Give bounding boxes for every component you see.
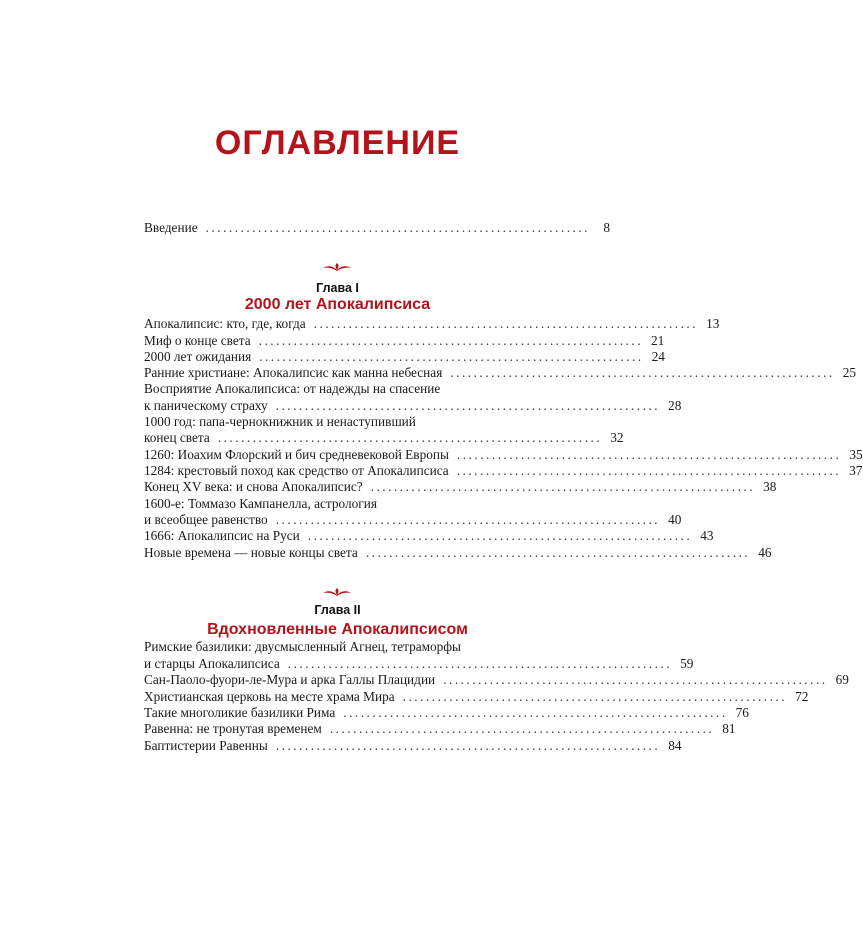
toc-entry[interactable]: [144, 398, 682, 414]
toc-entry[interactable]: [144, 333, 665, 349]
toc-entry[interactable]: [144, 656, 694, 672]
dot-leader: ..................................................................: [307, 528, 693, 543]
toc-entry-label: Христианская церковь на месте храма Мира: [144, 689, 395, 704]
chapter-2-label: Глава II: [314, 603, 361, 617]
dot-leader: ..................................................................: [205, 220, 591, 235]
toc-page-number: 76: [735, 705, 749, 720]
toc-page-number: 72: [795, 689, 809, 704]
toc-entry[interactable]: [144, 430, 624, 446]
toc-entry-first-line: 1600-е: Томмазо Кампанелла, астрология: [144, 496, 377, 511]
chapter-1-label: Глава I: [316, 281, 359, 295]
chapter-2-title: Вдохновленные Апокалипсисом: [207, 621, 468, 638]
toc-entry-label: Апокалипсис: кто, где, когда: [144, 316, 306, 331]
toc-page-number: 25: [842, 365, 857, 380]
toc-page-number: 32: [610, 430, 624, 445]
toc-entry[interactable]: [144, 545, 772, 561]
toc-entry[interactable]: [144, 672, 849, 688]
toc-entry-first-line: 1000 год: папа-чернокнижник и ненаступивший: [144, 414, 416, 429]
toc-page-number: 69: [835, 672, 849, 687]
dot-leader: ..................................................................: [313, 316, 699, 331]
toc-entry-label: Равенна: не тронутая временем: [144, 721, 322, 736]
dot-leader: ..................................................................: [275, 512, 661, 527]
toc-page-number: 40: [668, 512, 682, 527]
dot-leader: ..................................................................: [402, 689, 788, 704]
toc-entry[interactable]: [144, 512, 682, 528]
dot-leader: ..................................................................: [456, 463, 842, 478]
toc-entry[interactable]: [144, 738, 682, 754]
toc-page-number: 38: [763, 479, 777, 494]
leaf-ornament-icon: [322, 262, 352, 272]
dot-leader: ..................................................................: [259, 349, 644, 364]
toc-page-number: 46: [758, 545, 772, 560]
toc-entry-label: Миф о конце света: [144, 333, 251, 348]
dot-leader: ..................................................................: [365, 545, 751, 560]
toc-page-number: 24: [651, 349, 665, 364]
dot-leader: ..................................................................: [370, 479, 756, 494]
toc-page-number: 84: [668, 738, 682, 753]
toc-entry[interactable]: [144, 316, 720, 332]
toc-entry-label: 1284: крестовый поход как средство от Апокалипсиса: [144, 463, 449, 478]
toc-entry[interactable]: [144, 349, 665, 365]
toc-entry-first-line: Восприятие Апокалипсиса: от надежды на спасение: [144, 381, 441, 396]
dot-leader: ..................................................................: [287, 656, 673, 671]
toc-page-number: 13: [706, 316, 720, 331]
dot-leader: ..................................................................: [343, 705, 728, 720]
toc-page-number: 43: [700, 528, 714, 543]
dot-leader: ..................................................................: [258, 333, 644, 348]
toc-entry-label: Сан-Паоло-фуори-ле-Мура и арка Галлы Плацидии: [144, 672, 436, 687]
toc-entry[interactable]: [144, 528, 714, 544]
toc-entry-label: Баптистерии Равенны: [144, 738, 268, 753]
toc-entry-label: конец света: [144, 430, 210, 445]
toc-entry-label: Введение: [144, 220, 198, 235]
toc-entry-label: Новые времена — новые концы света: [144, 545, 358, 560]
toc-entry[interactable]: [144, 721, 736, 737]
toc-entry-label: 1260: Иоахим Флорский и бич средневековой Европы: [144, 447, 449, 462]
toc-entry-label: и старцы Апокалипсиса: [144, 656, 280, 671]
dot-leader: ..................................................................: [443, 672, 828, 687]
dot-leader: ..................................................................: [456, 447, 842, 462]
dot-leader: ..................................................................: [217, 430, 603, 445]
toc-entry-label: Ранние христиане: Апокалипсис как манна небесная: [144, 365, 443, 380]
dot-leader: ..................................................................: [450, 365, 835, 380]
toc-page-number: 8: [603, 220, 611, 235]
toc-entry-label: к паническому страху: [144, 398, 268, 413]
toc-entry[interactable]: [144, 689, 809, 705]
toc-entry-label: Такие многоликие базилики Рима: [144, 705, 336, 720]
dot-leader: ..................................................................: [275, 398, 661, 413]
toc-entry-label: 2000 лет ожидания: [144, 349, 252, 364]
toc-entry[interactable]: [144, 705, 749, 721]
toc-entry[interactable]: [144, 447, 863, 463]
toc-page-number: 37: [849, 463, 863, 478]
leaf-ornament-icon: [322, 587, 352, 597]
toc-entry[interactable]: [144, 479, 777, 495]
toc-entry[interactable]: [144, 463, 863, 479]
toc-entry-label: 1666: Апокалипсис на Руси: [144, 528, 300, 543]
toc-entry-label: и всеобщее равенство: [144, 512, 268, 527]
toc-page-number: 35: [849, 447, 863, 462]
dot-leader: ..................................................................: [329, 721, 715, 736]
toc-entry[interactable]: [144, 365, 857, 381]
page-title: ОГЛАВЛЕНИЕ: [214, 124, 461, 162]
toc-entry-first-line: Римские базилики: двусмысленный Агнец, тетраморфы: [144, 639, 461, 654]
toc-page-number: 81: [722, 721, 736, 736]
toc-entry-intro[interactable]: [144, 220, 611, 236]
toc-page-number: 21: [651, 333, 665, 348]
toc-page-number: 28: [668, 398, 682, 413]
toc-page-number: 59: [680, 656, 694, 671]
toc-entry-label: Конец XV века: и снова Апокалипсис?: [144, 479, 363, 494]
dot-leader: ..................................................................: [275, 738, 661, 753]
chapter-1-title: 2000 лет Апокалипсиса: [244, 296, 431, 313]
